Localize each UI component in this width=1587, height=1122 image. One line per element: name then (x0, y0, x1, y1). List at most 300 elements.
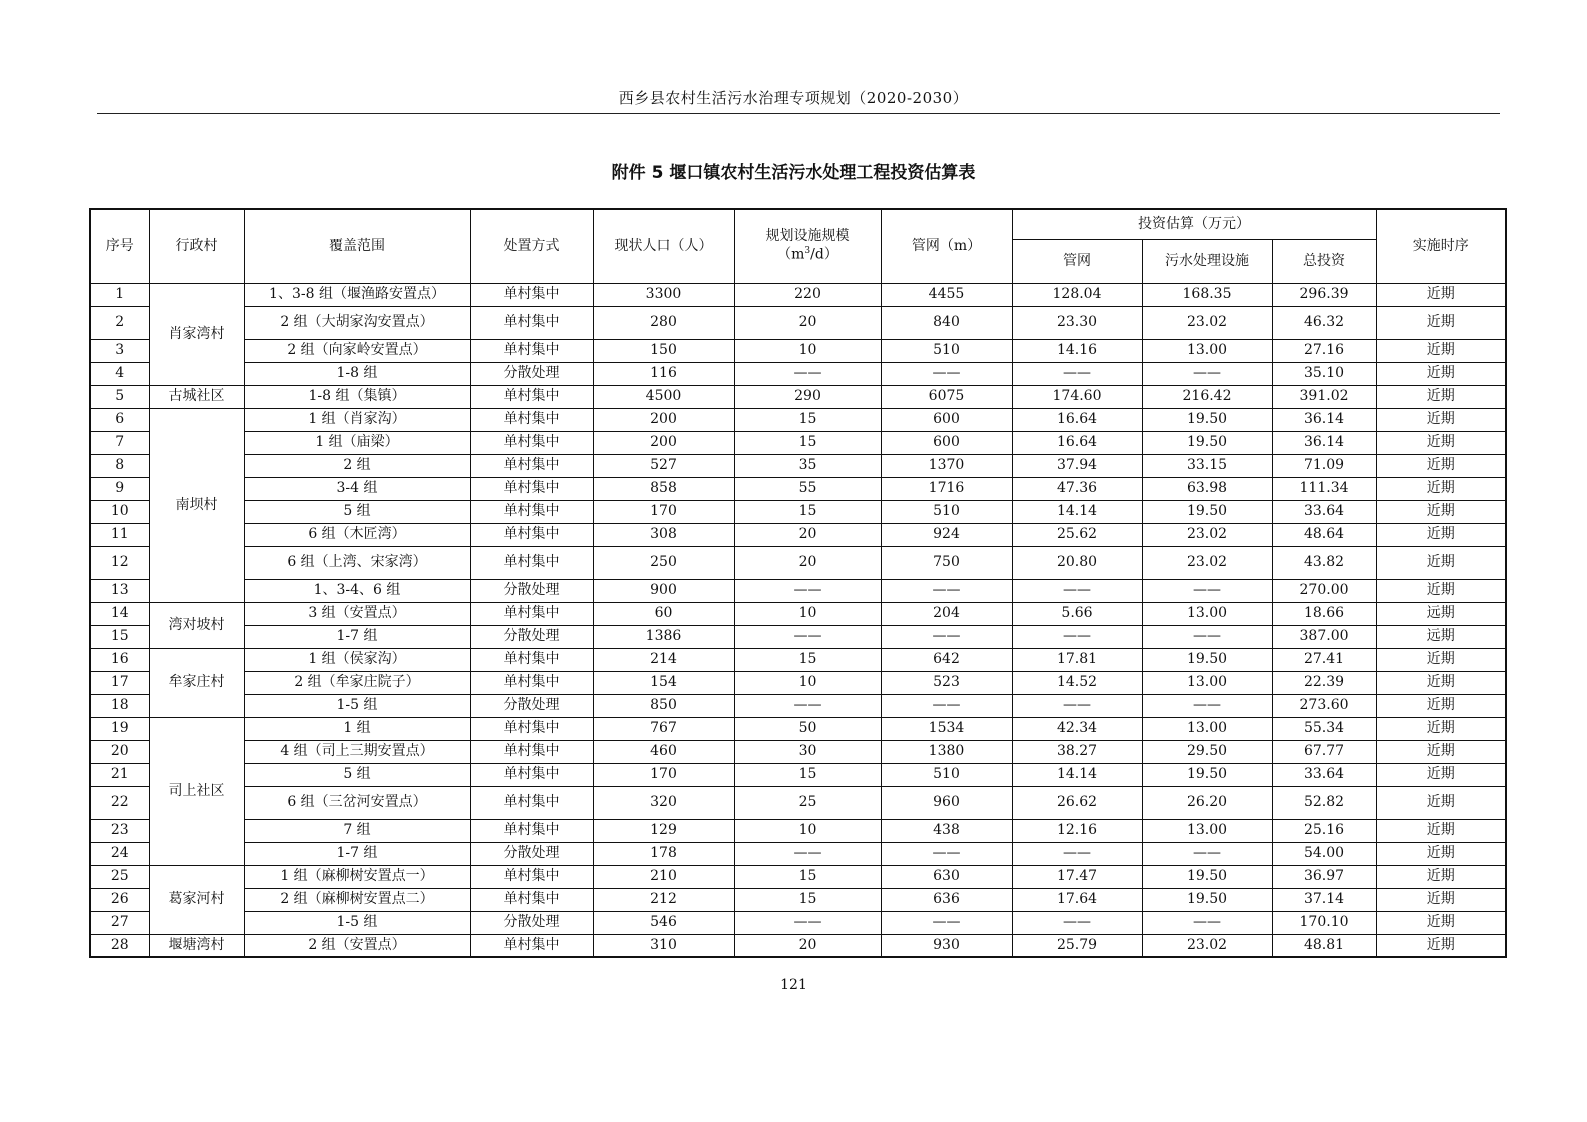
cell-network: 840 (881, 306, 1012, 339)
table-row (90, 842, 1506, 865)
cell-inv-total: 48.81 (1272, 934, 1376, 957)
cell-phase: 远期 (1376, 602, 1506, 625)
cell-method: 单村集中 (470, 819, 593, 842)
cell-inv-network: 17.64 (1012, 888, 1142, 911)
cell-network: —— (881, 694, 1012, 717)
cell-coverage: 2 组（牟家庄院子） (244, 671, 470, 694)
cell-network: —— (881, 625, 1012, 648)
cell-inv-facility: 23.02 (1142, 523, 1272, 546)
table-row (90, 694, 1506, 717)
cell-seq: 21 (90, 763, 149, 786)
cell-seq: 3 (90, 339, 149, 362)
cell-population: 460 (593, 740, 734, 763)
header-scale-label: 规划设施规模 (765, 228, 850, 245)
cell-method: 单村集中 (470, 602, 593, 625)
cell-inv-total: 27.41 (1272, 648, 1376, 671)
cell-population: 527 (593, 454, 734, 477)
cell-method: 单村集中 (470, 500, 593, 523)
cell-seq: 5 (90, 385, 149, 408)
cell-inv-total: 36.14 (1272, 431, 1376, 454)
cell-method: 单村集中 (470, 786, 593, 819)
cell-seq: 26 (90, 888, 149, 911)
cell-village: 湾对坡村 (149, 602, 244, 648)
investment-estimate-table (89, 208, 1507, 958)
cell-inv-total: 22.39 (1272, 671, 1376, 694)
cell-inv-network: —— (1012, 362, 1142, 385)
cell-seq: 8 (90, 454, 149, 477)
cell-coverage: 1、3-4、6 组 (244, 579, 470, 602)
header-inv-network: 管网 (1012, 239, 1142, 283)
cell-inv-facility: 29.50 (1142, 740, 1272, 763)
cell-population: 200 (593, 431, 734, 454)
table-row (90, 717, 1506, 740)
cell-inv-facility: 23.02 (1142, 934, 1272, 957)
cell-phase: 近期 (1376, 865, 1506, 888)
cell-population: 4500 (593, 385, 734, 408)
cell-method: 分散处理 (470, 842, 593, 865)
cell-inv-facility: 63.98 (1142, 477, 1272, 500)
cell-inv-total: 36.14 (1272, 408, 1376, 431)
cell-inv-facility: 168.35 (1142, 283, 1272, 306)
cell-phase: 近期 (1376, 454, 1506, 477)
cell-phase: 近期 (1376, 306, 1506, 339)
header-seq: 序号 (90, 209, 149, 283)
cell-inv-network: 5.66 (1012, 602, 1142, 625)
header-phase: 实施时序 (1376, 209, 1506, 283)
cell-population: 116 (593, 362, 734, 385)
cell-population: 212 (593, 888, 734, 911)
cell-network: 636 (881, 888, 1012, 911)
header-population: 现状人口（人） (593, 209, 734, 283)
cell-inv-facility: —— (1142, 694, 1272, 717)
cell-population: 250 (593, 546, 734, 579)
header-divider (97, 113, 1500, 114)
cell-inv-facility: 13.00 (1142, 819, 1272, 842)
cell-inv-total: 37.14 (1272, 888, 1376, 911)
cell-scale: 30 (734, 740, 881, 763)
cell-coverage: 1-8 组 (244, 362, 470, 385)
cell-scale: 20 (734, 546, 881, 579)
table-row (90, 888, 1506, 911)
cell-scale: 35 (734, 454, 881, 477)
cell-network: 510 (881, 339, 1012, 362)
cell-seq: 14 (90, 602, 149, 625)
cell-network: —— (881, 579, 1012, 602)
cell-seq: 24 (90, 842, 149, 865)
cell-population: 200 (593, 408, 734, 431)
cell-population: 850 (593, 694, 734, 717)
cell-method: 单村集中 (470, 477, 593, 500)
cell-seq: 10 (90, 500, 149, 523)
cell-inv-facility: 13.00 (1142, 339, 1272, 362)
table-row (90, 500, 1506, 523)
cell-inv-network: 16.64 (1012, 431, 1142, 454)
cell-seq: 19 (90, 717, 149, 740)
cell-coverage: 1 组（庙梁） (244, 431, 470, 454)
header-investment: 投资估算（万元） (1012, 209, 1376, 239)
cell-inv-total: 36.97 (1272, 865, 1376, 888)
cell-inv-facility: —— (1142, 579, 1272, 602)
cell-village: 牟家庄村 (149, 648, 244, 717)
cell-method: 单村集中 (470, 888, 593, 911)
cell-inv-total: 35.10 (1272, 362, 1376, 385)
cell-phase: 近期 (1376, 431, 1506, 454)
table-row (90, 546, 1506, 579)
cell-network: 1380 (881, 740, 1012, 763)
cell-method: 单村集中 (470, 865, 593, 888)
cell-inv-total: 71.09 (1272, 454, 1376, 477)
cell-inv-network: 23.30 (1012, 306, 1142, 339)
cell-method: 分散处理 (470, 911, 593, 934)
cell-network: 438 (881, 819, 1012, 842)
header-scale-unit-pre: （m (777, 247, 805, 264)
cell-scale: 10 (734, 819, 881, 842)
cell-scale: —— (734, 625, 881, 648)
cell-inv-network: 174.60 (1012, 385, 1142, 408)
cell-network: 930 (881, 934, 1012, 957)
page-number: 121 (780, 977, 807, 993)
cell-population: 210 (593, 865, 734, 888)
cell-scale: 15 (734, 648, 881, 671)
cell-seq: 11 (90, 523, 149, 546)
cell-inv-total: 25.16 (1272, 819, 1376, 842)
cell-scale: —— (734, 362, 881, 385)
cell-inv-network: 25.62 (1012, 523, 1142, 546)
header-scale-unit-post: /d） (810, 247, 838, 264)
cell-population: 900 (593, 579, 734, 602)
cell-seq: 17 (90, 671, 149, 694)
cell-method: 单村集中 (470, 283, 593, 306)
cell-seq: 2 (90, 306, 149, 339)
cell-inv-network: 14.16 (1012, 339, 1142, 362)
cell-village: 古城社区 (149, 385, 244, 408)
cell-network: 510 (881, 763, 1012, 786)
cell-village: 肖家湾村 (149, 283, 244, 385)
cell-population: 858 (593, 477, 734, 500)
cell-inv-total: 391.02 (1272, 385, 1376, 408)
cell-inv-facility: —— (1142, 842, 1272, 865)
cell-phase: 近期 (1376, 694, 1506, 717)
cell-seq: 15 (90, 625, 149, 648)
cell-phase: 近期 (1376, 579, 1506, 602)
header-scale (734, 209, 881, 283)
cell-inv-facility: 19.50 (1142, 865, 1272, 888)
cell-population: 154 (593, 671, 734, 694)
cell-scale: 15 (734, 763, 881, 786)
cell-coverage: 2 组 (244, 454, 470, 477)
cell-coverage: 3-4 组 (244, 477, 470, 500)
table-row (90, 865, 1506, 888)
cell-phase: 近期 (1376, 500, 1506, 523)
header-inv-total: 总投资 (1272, 239, 1376, 283)
cell-phase: 近期 (1376, 717, 1506, 740)
cell-seq: 12 (90, 546, 149, 579)
cell-inv-network: —— (1012, 842, 1142, 865)
cell-inv-total: 67.77 (1272, 740, 1376, 763)
cell-inv-network: 17.47 (1012, 865, 1142, 888)
cell-method: 分散处理 (470, 694, 593, 717)
header-scale-unit-sup: 3 (804, 246, 811, 257)
table-row (90, 362, 1506, 385)
cell-population: 170 (593, 500, 734, 523)
cell-coverage: 1-8 组（集镇） (244, 385, 470, 408)
cell-seq: 1 (90, 283, 149, 306)
cell-population: 129 (593, 819, 734, 842)
cell-population: 767 (593, 717, 734, 740)
cell-scale: —— (734, 911, 881, 934)
cell-network: —— (881, 842, 1012, 865)
cell-phase: 远期 (1376, 625, 1506, 648)
cell-inv-total: 46.32 (1272, 306, 1376, 339)
table-row (90, 385, 1506, 408)
cell-village: 司上社区 (149, 717, 244, 865)
table-row (90, 819, 1506, 842)
cell-population: 546 (593, 911, 734, 934)
cell-phase: 近期 (1376, 911, 1506, 934)
cell-phase: 近期 (1376, 523, 1506, 546)
cell-coverage: 2 组（大胡家沟安置点） (244, 306, 470, 339)
cell-inv-network: 128.04 (1012, 283, 1142, 306)
cell-method: 单村集中 (470, 546, 593, 579)
cell-method: 单村集中 (470, 717, 593, 740)
cell-phase: 近期 (1376, 842, 1506, 865)
cell-inv-network: 20.80 (1012, 546, 1142, 579)
cell-scale: 220 (734, 283, 881, 306)
cell-coverage: 4 组（司上三期安置点） (244, 740, 470, 763)
table-row (90, 454, 1506, 477)
cell-seq: 7 (90, 431, 149, 454)
header-coverage: 覆盖范围 (244, 209, 470, 283)
cell-seq: 22 (90, 786, 149, 819)
cell-inv-network: 17.81 (1012, 648, 1142, 671)
cell-inv-network: 14.52 (1012, 671, 1142, 694)
table-row (90, 579, 1506, 602)
cell-inv-total: 33.64 (1272, 763, 1376, 786)
table-row (90, 431, 1506, 454)
cell-network: 1534 (881, 717, 1012, 740)
cell-coverage: 1-5 组 (244, 911, 470, 934)
cell-inv-facility: 19.50 (1142, 500, 1272, 523)
cell-method: 单村集中 (470, 339, 593, 362)
cell-inv-facility: 19.50 (1142, 648, 1272, 671)
table-row (90, 602, 1506, 625)
cell-coverage: 5 组 (244, 500, 470, 523)
cell-inv-facility: 33.15 (1142, 454, 1272, 477)
cell-inv-total: 33.64 (1272, 500, 1376, 523)
cell-seq: 27 (90, 911, 149, 934)
cell-scale: 15 (734, 888, 881, 911)
cell-network: 600 (881, 408, 1012, 431)
cell-phase: 近期 (1376, 385, 1506, 408)
cell-population: 178 (593, 842, 734, 865)
cell-network: 960 (881, 786, 1012, 819)
cell-seq: 4 (90, 362, 149, 385)
cell-scale: 10 (734, 602, 881, 625)
cell-inv-network: 25.79 (1012, 934, 1142, 957)
cell-coverage: 1-5 组 (244, 694, 470, 717)
cell-network: 6075 (881, 385, 1012, 408)
cell-method: 单村集中 (470, 523, 593, 546)
cell-inv-facility: 19.50 (1142, 431, 1272, 454)
table-row (90, 934, 1506, 957)
cell-inv-facility: 13.00 (1142, 671, 1272, 694)
cell-phase: 近期 (1376, 339, 1506, 362)
cell-inv-facility: 26.20 (1142, 786, 1272, 819)
table-row (90, 763, 1506, 786)
cell-inv-total: 48.64 (1272, 523, 1376, 546)
table-row (90, 740, 1506, 763)
cell-inv-total: 387.00 (1272, 625, 1376, 648)
cell-method: 单村集中 (470, 740, 593, 763)
cell-scale: 20 (734, 934, 881, 957)
cell-population: 308 (593, 523, 734, 546)
table-row (90, 786, 1506, 819)
table-row (90, 625, 1506, 648)
cell-scale: 25 (734, 786, 881, 819)
cell-coverage: 6 组（木匠湾） (244, 523, 470, 546)
cell-inv-facility: —— (1142, 625, 1272, 648)
cell-method: 单村集中 (470, 671, 593, 694)
cell-seq: 25 (90, 865, 149, 888)
cell-coverage: 1-7 组 (244, 625, 470, 648)
cell-network: 642 (881, 648, 1012, 671)
cell-phase: 近期 (1376, 888, 1506, 911)
cell-scale: —— (734, 694, 881, 717)
header-network: 管网（m） (881, 209, 1012, 283)
cell-seq: 28 (90, 934, 149, 957)
cell-phase: 近期 (1376, 934, 1506, 957)
cell-network: 523 (881, 671, 1012, 694)
cell-phase: 近期 (1376, 671, 1506, 694)
cell-inv-total: 270.00 (1272, 579, 1376, 602)
cell-inv-network: 47.36 (1012, 477, 1142, 500)
table-row (90, 283, 1506, 306)
cell-inv-facility: 19.50 (1142, 888, 1272, 911)
table-row (90, 671, 1506, 694)
cell-coverage: 1 组 (244, 717, 470, 740)
cell-coverage: 6 组（上湾、宋家湾） (244, 546, 470, 579)
cell-inv-facility: 19.50 (1142, 408, 1272, 431)
cell-phase: 近期 (1376, 786, 1506, 819)
table-row (90, 408, 1506, 431)
cell-inv-total: 170.10 (1272, 911, 1376, 934)
cell-phase: 近期 (1376, 362, 1506, 385)
cell-method: 分散处理 (470, 362, 593, 385)
cell-coverage: 5 组 (244, 763, 470, 786)
cell-scale: 55 (734, 477, 881, 500)
cell-inv-total: 296.39 (1272, 283, 1376, 306)
cell-inv-total: 18.66 (1272, 602, 1376, 625)
table-row (90, 523, 1506, 546)
cell-network: 510 (881, 500, 1012, 523)
cell-scale: 15 (734, 431, 881, 454)
header-village: 行政村 (149, 209, 244, 283)
cell-inv-network: 12.16 (1012, 819, 1142, 842)
cell-scale: 20 (734, 306, 881, 339)
cell-inv-network: 26.62 (1012, 786, 1142, 819)
cell-phase: 近期 (1376, 819, 1506, 842)
cell-scale: 10 (734, 339, 881, 362)
cell-coverage: 6 组（三岔河安置点） (244, 786, 470, 819)
cell-inv-facility: 23.02 (1142, 306, 1272, 339)
cell-coverage: 3 组（安置点） (244, 602, 470, 625)
cell-inv-network: —— (1012, 625, 1142, 648)
cell-phase: 近期 (1376, 763, 1506, 786)
cell-inv-network: 38.27 (1012, 740, 1142, 763)
cell-seq: 16 (90, 648, 149, 671)
cell-inv-total: 52.82 (1272, 786, 1376, 819)
cell-seq: 6 (90, 408, 149, 431)
cell-phase: 近期 (1376, 648, 1506, 671)
cell-inv-total: 27.16 (1272, 339, 1376, 362)
cell-scale: 50 (734, 717, 881, 740)
cell-phase: 近期 (1376, 408, 1506, 431)
cell-method: 单村集中 (470, 648, 593, 671)
cell-population: 3300 (593, 283, 734, 306)
cell-population: 214 (593, 648, 734, 671)
cell-method: 分散处理 (470, 579, 593, 602)
cell-network: 924 (881, 523, 1012, 546)
cell-inv-network: —— (1012, 911, 1142, 934)
cell-method: 单村集中 (470, 934, 593, 957)
cell-population: 310 (593, 934, 734, 957)
cell-scale: 290 (734, 385, 881, 408)
running-header: 西乡县农村生活污水治理专项规划（2020-2030） (618, 89, 969, 107)
cell-scale: —— (734, 842, 881, 865)
cell-method: 单村集中 (470, 454, 593, 477)
cell-network: 600 (881, 431, 1012, 454)
cell-coverage: 1-7 组 (244, 842, 470, 865)
cell-population: 280 (593, 306, 734, 339)
cell-phase: 近期 (1376, 740, 1506, 763)
cell-method: 分散处理 (470, 625, 593, 648)
cell-inv-facility: —— (1142, 911, 1272, 934)
cell-network: 750 (881, 546, 1012, 579)
cell-seq: 13 (90, 579, 149, 602)
cell-network: 630 (881, 865, 1012, 888)
cell-inv-facility: 13.00 (1142, 602, 1272, 625)
cell-population: 60 (593, 602, 734, 625)
table-row (90, 648, 1506, 671)
cell-inv-total: 273.60 (1272, 694, 1376, 717)
cell-coverage: 1 组（侯家沟） (244, 648, 470, 671)
cell-scale: 20 (734, 523, 881, 546)
cell-village: 堰塘湾村 (149, 934, 244, 957)
cell-scale: 15 (734, 408, 881, 431)
cell-network: —— (881, 911, 1012, 934)
cell-population: 320 (593, 786, 734, 819)
cell-seq: 18 (90, 694, 149, 717)
cell-population: 1386 (593, 625, 734, 648)
cell-phase: 近期 (1376, 283, 1506, 306)
table-body (90, 283, 1506, 957)
cell-inv-network: 14.14 (1012, 763, 1142, 786)
cell-method: 单村集中 (470, 385, 593, 408)
cell-population: 150 (593, 339, 734, 362)
cell-method: 单村集中 (470, 763, 593, 786)
cell-method: 单村集中 (470, 408, 593, 431)
cell-village: 南坝村 (149, 408, 244, 602)
table-row (90, 339, 1506, 362)
cell-phase: 近期 (1376, 477, 1506, 500)
cell-coverage: 1、3-8 组（堰渔路安置点） (244, 283, 470, 306)
cell-network: 1716 (881, 477, 1012, 500)
cell-scale: 10 (734, 671, 881, 694)
cell-seq: 23 (90, 819, 149, 842)
table-row (90, 477, 1506, 500)
cell-network: 4455 (881, 283, 1012, 306)
cell-population: 170 (593, 763, 734, 786)
